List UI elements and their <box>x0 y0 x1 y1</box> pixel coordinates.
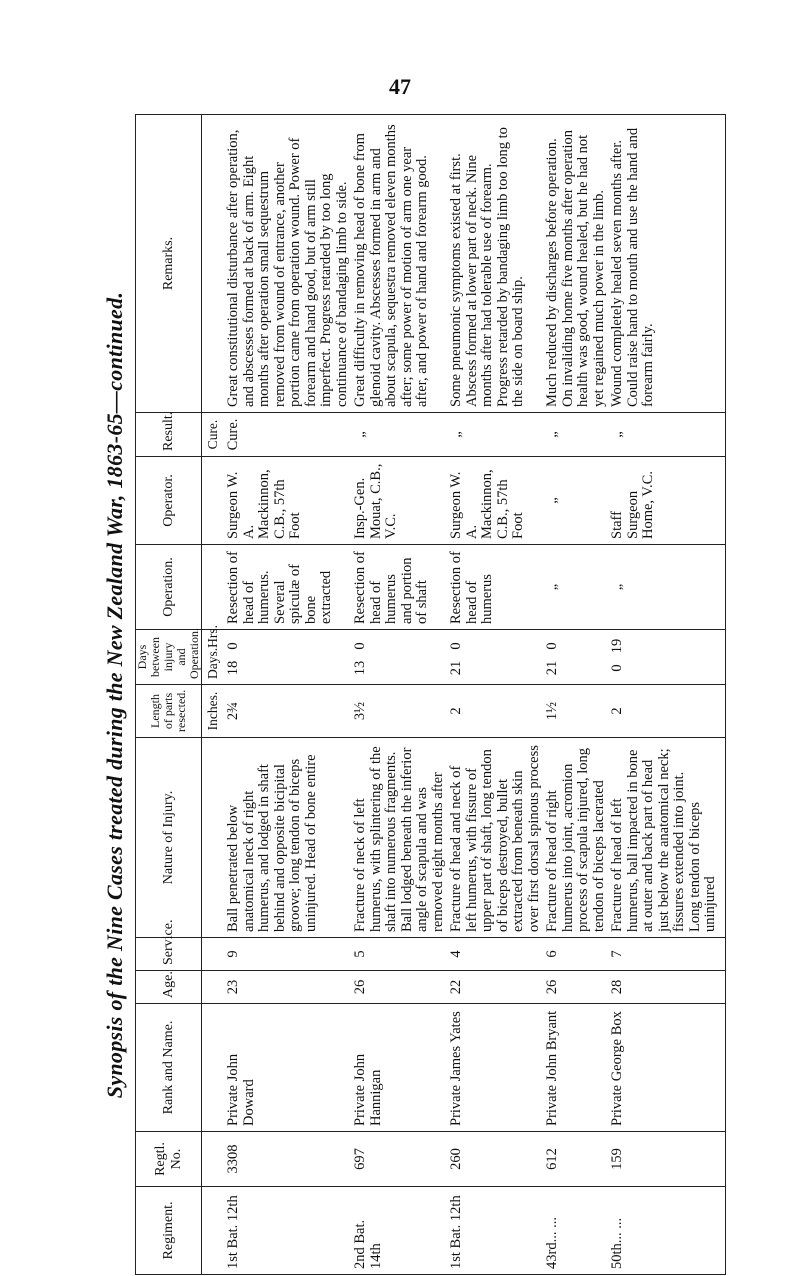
cell-remarks: Great constitutional disturbance after operation, and abscesses formed at back of arm. Eight months after operation small sequestrum removed from wound of entrance, another portion came from operation wound. Power of forearm and hand good, but of arm still imperfect. Progress retarded by too long continuance of bandaging limb to side. <box>223 115 350 413</box>
cell-regiment: 2nd Bat. 14th <box>350 1187 446 1275</box>
cell-hrs: 0 <box>352 642 368 650</box>
cell-age: 26 <box>350 971 446 1004</box>
header-result: Result. <box>136 413 202 457</box>
subheader-hrs: Hrs. <box>205 625 220 648</box>
cell-injury: Fracture of head and neck of left humerus, with fissure of upper part of shaft, long tendon of biceps destroyed, bullet extracted from beneath skin over first dorsal spinous process <box>446 738 542 938</box>
cell-hrs: 0 <box>225 642 241 650</box>
header-service: Service. <box>136 938 202 971</box>
subheader-cure: Cure. <box>202 413 224 457</box>
rotated-table-block <box>95 115 785 1275</box>
table-row <box>223 115 350 1275</box>
header-operator: Operator. <box>136 457 202 545</box>
cell-length: 2 <box>446 685 542 738</box>
cell-hrs: 0 <box>544 642 560 650</box>
cell-remarks: Some pneumonic symptoms existed at first. Abscess formed at lower part of neck. Nine months after had tolerable use of forearm. Progress retarded by bandaging limb too long to the side on board ship. <box>446 115 542 413</box>
cell-hrs: 0 <box>448 642 464 650</box>
cell-service: 5 <box>350 938 446 971</box>
cell-age: 23 <box>223 971 350 1004</box>
cell-operator: Surgeon W. A. Mackinnon, C.B., 57th Foot <box>223 457 350 545</box>
cell-operator: Insp.-Gen. Mouat, C.B., V.C. <box>350 457 446 545</box>
cell-length: 3½ <box>350 685 446 738</box>
page-number: 47 <box>389 74 411 99</box>
cell-result: „ <box>446 413 542 457</box>
cell-reg-no: 697 <box>350 1132 446 1187</box>
cell-reg-no: 260 <box>446 1132 542 1187</box>
header-injury: Nature of Injury. <box>136 738 202 938</box>
header-days-between: Days between injury and Operation. <box>136 630 202 685</box>
cell-operator: Staff Surgeon Home, V.C. <box>607 457 725 545</box>
subheader-inches: Inches. <box>202 685 224 738</box>
cell-days: 21 <box>448 660 464 676</box>
cell-regiment: 43rd... ... <box>542 1187 607 1275</box>
header-remarks: Remarks. <box>136 115 202 413</box>
cell-remarks: Great difficulty in removing head of bone from glenoid cavity. Abscesses formed in arm and about scapula, sequestra removed eleven months after; some power of motion of arm one year after, and power of hand and forearm good. <box>350 115 446 413</box>
cell-length: 1½ <box>542 685 607 738</box>
cell-operation: Resection of head of humerus and portion of shaft <box>350 545 446 630</box>
cell-operation: „ <box>542 545 607 630</box>
cell-operation: Resection of head of humerus. Several spiculæ of bone extracted <box>223 545 350 630</box>
cell-rank-name: Private James Yates <box>446 1004 542 1132</box>
table-title: Synopsis of the Nine Cases treated during the New Zealand War, 1863-65—continued. <box>102 291 127 1099</box>
cell-rank-name: Private George Box <box>607 1004 725 1132</box>
cell-service: 4 <box>446 938 542 971</box>
cell-age: 26 <box>542 971 607 1004</box>
cell-days: 18 <box>225 660 241 676</box>
cell-length: 2¾ <box>223 685 350 738</box>
subheader-days: Days. <box>205 647 220 679</box>
header-operation: Operation. <box>136 545 202 630</box>
cell-operator: „ <box>542 457 607 545</box>
cell-operation: „ <box>607 545 725 630</box>
cell-age: 28 <box>607 971 725 1004</box>
cell-service: 9 <box>223 938 350 971</box>
cell-injury: Fracture of head of left humerus, ball impacted in bone at outer and back part of head just below the anatomical neck; fissures extended into joint. Long tendon of biceps uninjured <box>607 738 725 938</box>
header-age: Age. <box>136 971 202 1004</box>
cell-injury: Fracture of head of right humerus into joint, acromion process of scapula injured, long tendon of biceps lacerated <box>542 738 607 938</box>
cell-result: „ <box>607 413 725 457</box>
cell-days: 0 <box>609 664 625 672</box>
synopsis-table <box>135 114 726 1275</box>
header-row <box>136 115 202 1275</box>
cell-remarks: Much reduced by discharges before operation. On invaliding home five months after operation health was good, wound healed, but he had not yet regained much power in the limb. <box>542 115 607 413</box>
cell-injury: Ball penetrated below anatomical neck of right humerus, and lodged in shaft behind and opposite bicipital groove; long tendon of biceps uninjured. Head of bone entire <box>223 738 350 938</box>
table-row <box>350 115 446 1275</box>
cell-days: 21 <box>544 660 560 676</box>
cell-remarks: Wound completely healed seven months after. Could raise hand to mouth and use the hand and forearm fairly. <box>607 115 725 413</box>
cell-rank-name: Private John Bryant <box>542 1004 607 1132</box>
cell-service: 7 <box>607 938 725 971</box>
cell-length: 2 <box>607 685 725 738</box>
cell-days: 13 <box>352 660 368 676</box>
table-row <box>607 115 725 1275</box>
header-length: Length of parts resected. <box>136 685 202 738</box>
cell-age: 22 <box>446 971 542 1004</box>
cell-result: „ <box>542 413 607 457</box>
subheader-row <box>202 115 224 1275</box>
cell-rank-name: Private John Doward <box>223 1004 350 1132</box>
cell-injury: Fracture of neck of left humerus, with splintering of the shaft into numerous fragments. Ball lodged beneath the inferior angle of scapula and was removed eight months after <box>350 738 446 938</box>
cell-operator: Surgeon W. A. Mackinnon, C.B., 57th Foot <box>446 457 542 545</box>
cell-result: „ <box>350 413 446 457</box>
cell-regiment: 1st Bat. 12th <box>446 1187 542 1275</box>
header-rank-name: Rank and Name. <box>136 1004 202 1132</box>
cell-rank-name: Private John Hannigan <box>350 1004 446 1132</box>
cell-reg-no: 612 <box>542 1132 607 1187</box>
cell-reg-no: 159 <box>607 1132 725 1187</box>
cell-operation: Resection of head of humerus <box>446 545 542 630</box>
cell-regiment: 1st Bat. 12th <box>223 1187 350 1275</box>
header-reg-no: Regtl. No. <box>136 1132 202 1187</box>
header-regiment: Regiment. <box>136 1187 202 1275</box>
table-row <box>446 115 542 1275</box>
cell-result: Cure. <box>223 413 350 457</box>
cell-service: 6 <box>542 938 607 971</box>
cell-regiment: 50th... ... <box>607 1187 725 1275</box>
table-row <box>542 115 607 1275</box>
cell-hrs: 19 <box>609 638 625 654</box>
cell-reg-no: 3308 <box>223 1132 350 1187</box>
